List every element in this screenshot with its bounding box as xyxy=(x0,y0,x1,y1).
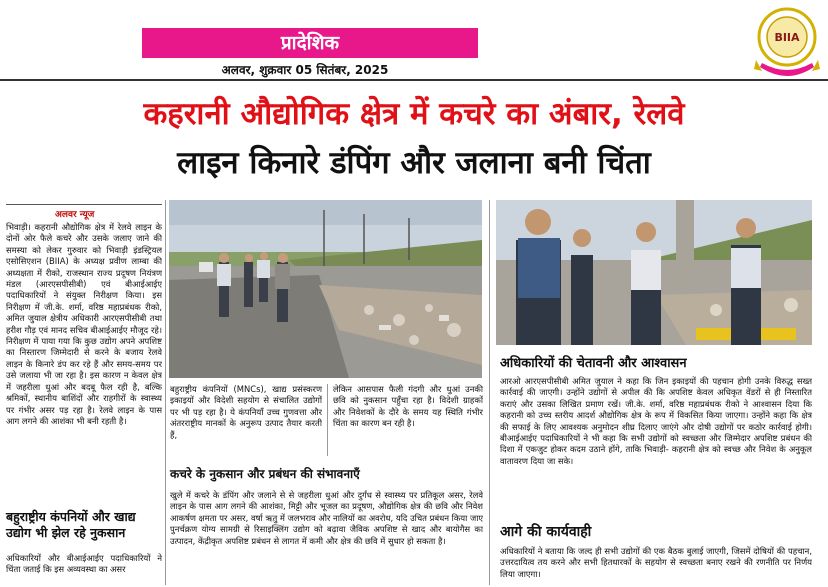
box2-heading: आगे की कार्यवाही xyxy=(500,524,592,540)
col-divider-3 xyxy=(489,200,490,585)
dateline: अलवर, शुक्रवार 05 सितंबर, 2025 xyxy=(221,63,389,77)
byline: अलवर न्यूज xyxy=(55,210,95,220)
article-col1: भिवाड़ी। कहरानी औद्योगिक क्षेत्र में रेलवे लाइन के दोनों ओर फैले कचरे और उसके जलाए जाने की समस्या को लेकर गुरुवार को भिवाड़ी इंडस्ट्रियल एसोसिएशन (BIIA) के अध्यक्ष प्रवीण लाम्बा की अध्यक्षता में रीको, राजस्थान राज्य प्रदूषण नियंत्रण मंडल (आरएसपीसीबी) एवं बीआईआईए पदाधिकारियों ने संयुक्त निरीक्षण किया। इस निरीक्षण में जी.के. शर्मा, वरिष्ठ महाप्रबंधक रीको, अमित जुयाल क्षेत्रीय अधिकारी आरएसपीसीबी तथा हरीश गौड़ एवं मानद सचिव बीआईआईए मौजूद रहे। निरीक्षण में पाया गया कि कुछ उद्योग अपने अपशिष्ट का निस्तारण जिम्मेदारी से करने के बजाय रेलवे लाइन के किनारे डंप कर रहे हैं और समय-समय पर उसे जलाया भी जा रहा है। इस कारण न केवल क्षेत्र में जहरीला धुआं और बदबू फैल रही है, बल्कि श्रमिकों, स्थानीय बाशिंदों और राहगीरों के स्वास्थ्य पर गंभीर असर पड़ रहा है। रेलवे लाइन के पास आग लगने की आशंका भी बनी रहती है। xyxy=(6,222,162,426)
article-col3: लेकिन आसपास फैली गंदगी और धुआं उनकी छवि को नुकसान पहुँचा रहा है। विदेशी ग्राहकों और निवेशकों के दौरे के समय यह स्थिति गंभीर चिंता का कारण बन रही है। xyxy=(333,384,483,429)
logo-text: BIIA xyxy=(774,31,800,44)
inspection-photo-1 xyxy=(169,200,482,378)
biia-logo xyxy=(752,5,822,80)
mid-subhead: कचरे के नुकसान और प्रबंधन की संभावनाएँ xyxy=(170,467,360,481)
col-divider xyxy=(165,200,166,585)
col1-tail: अधिकारियों और बीआईआईए पदाधिकारियों ने चिंता जताई कि इस अव्यवस्था का असर xyxy=(6,553,162,575)
inspection-photo-2 xyxy=(496,200,812,345)
byline-rule xyxy=(6,204,162,205)
box1-text: आरओ आरएसपीसीबी अमित जुयाल ने कहा कि जिन इकाइयों की पहचान होगी उनके विरुद्ध सख्त कार्रवाई की जाएगी। उन्होंने उद्योगों से अपील की कि अपशिष्ट केवल अधिकृत वेंडरों से ही निस्तारित कराएं और उसका लिखित प्रमाण रखें। जी.के. शर्मा, वरिष्ठ महाप्रबंधक रीको ने आश्वासन दिया कि कहरानी को उच्च स्तरीय आदर्श औद्योगिक क्षेत्र के रूप में विकसित किया जाएगा। उन्होंने कहा कि क्षेत्र की सफाई के लिए आवश्यक अनुमोदन शीघ्र दिलाए जाएंगे और दोषी उद्योगों पर कठोर कार्रवाई होगी। बीआईआईए पदाधिकारियों ने भी कहा कि सभी उद्योगों को स्वच्छता और जिम्मेदार अपशिष्ट प्रबंधन की दिशा में एकजुट होकर कदम उठाने होंगे, ताकि भिवाड़ी- कहरानी क्षेत्र को स्वच्छ और निवेश के अनुकूल वातावरण दिया जा सके। xyxy=(500,376,812,466)
box1-heading: अधिकारियों की चेतावनी और आश्वासन xyxy=(500,356,687,371)
headline-line1: कहरानी औद्योगिक क्षेत्र में कचरे का अंबार, रेलवे xyxy=(143,96,685,132)
article-col2: बहुराष्ट्रीय कंपनियों (MNCs), खाद्य प्रसंस्करण इकाइयों और विदेशी सहयोग से संचालित उद्योगों पर भी पड़ रहा है। ये कंपनियाँ उच्च गुणवत्ता और अंतरराष्ट्रीय मानकों के अनुरूप उत्पाद तैयार करती हैं, xyxy=(170,384,322,440)
headline-line2: लाइन किनारे डंपिंग और जलाना बनी चिंता xyxy=(177,145,651,181)
mid-text: खुले में कचरे के डंपिंग और जलाने से से जहरीला धुआं और दुर्गंध से स्वास्थ्य पर प्रतिकूल असर, रेलवे लाइन के पास आग लगने की आशंका, मिट्टी और भूजल का प्रदूषण, औद्योगिक क्षेत्र की छवि और निवेश आकर्षण क्षमता पर असर, वर्षा ऋतु में जलभराव और नालियों का अवरोध, यदि उचित प्रबंधन किया जाए पुनर्चक्रण योग्य सामग्री से रिसाइक्लिंग उद्योग को बढ़ावा जैविक अपशिष्ट से खाद और बायोगैस का उत्पादन, केंद्रीकृत अपशिष्ट प्रबंधन से लागत में कमी और क्षेत्र की छवि में सुधार हो सकता है। xyxy=(170,490,483,546)
col1-subhead: बहुराष्ट्रीय कंपनियों और खाद्य उद्योग भी झेल रहे नुकसान xyxy=(6,509,136,540)
section-tag: प्रादेशिक xyxy=(142,28,478,58)
col-divider-2 xyxy=(327,384,328,456)
header-rule xyxy=(0,79,828,81)
box2-text: अधिकारियों ने बताया कि जल्द ही सभी उद्योगों की एक बैठक बुलाई जाएगी, जिसमें दोषियों की पहचान, उत्तरदायित्व तय करने और सभी हितधारकों के सहयोग से स्वच्छता बनाए रखने की रणनीति पर निर्णय लिया जाएगा। xyxy=(500,546,812,579)
